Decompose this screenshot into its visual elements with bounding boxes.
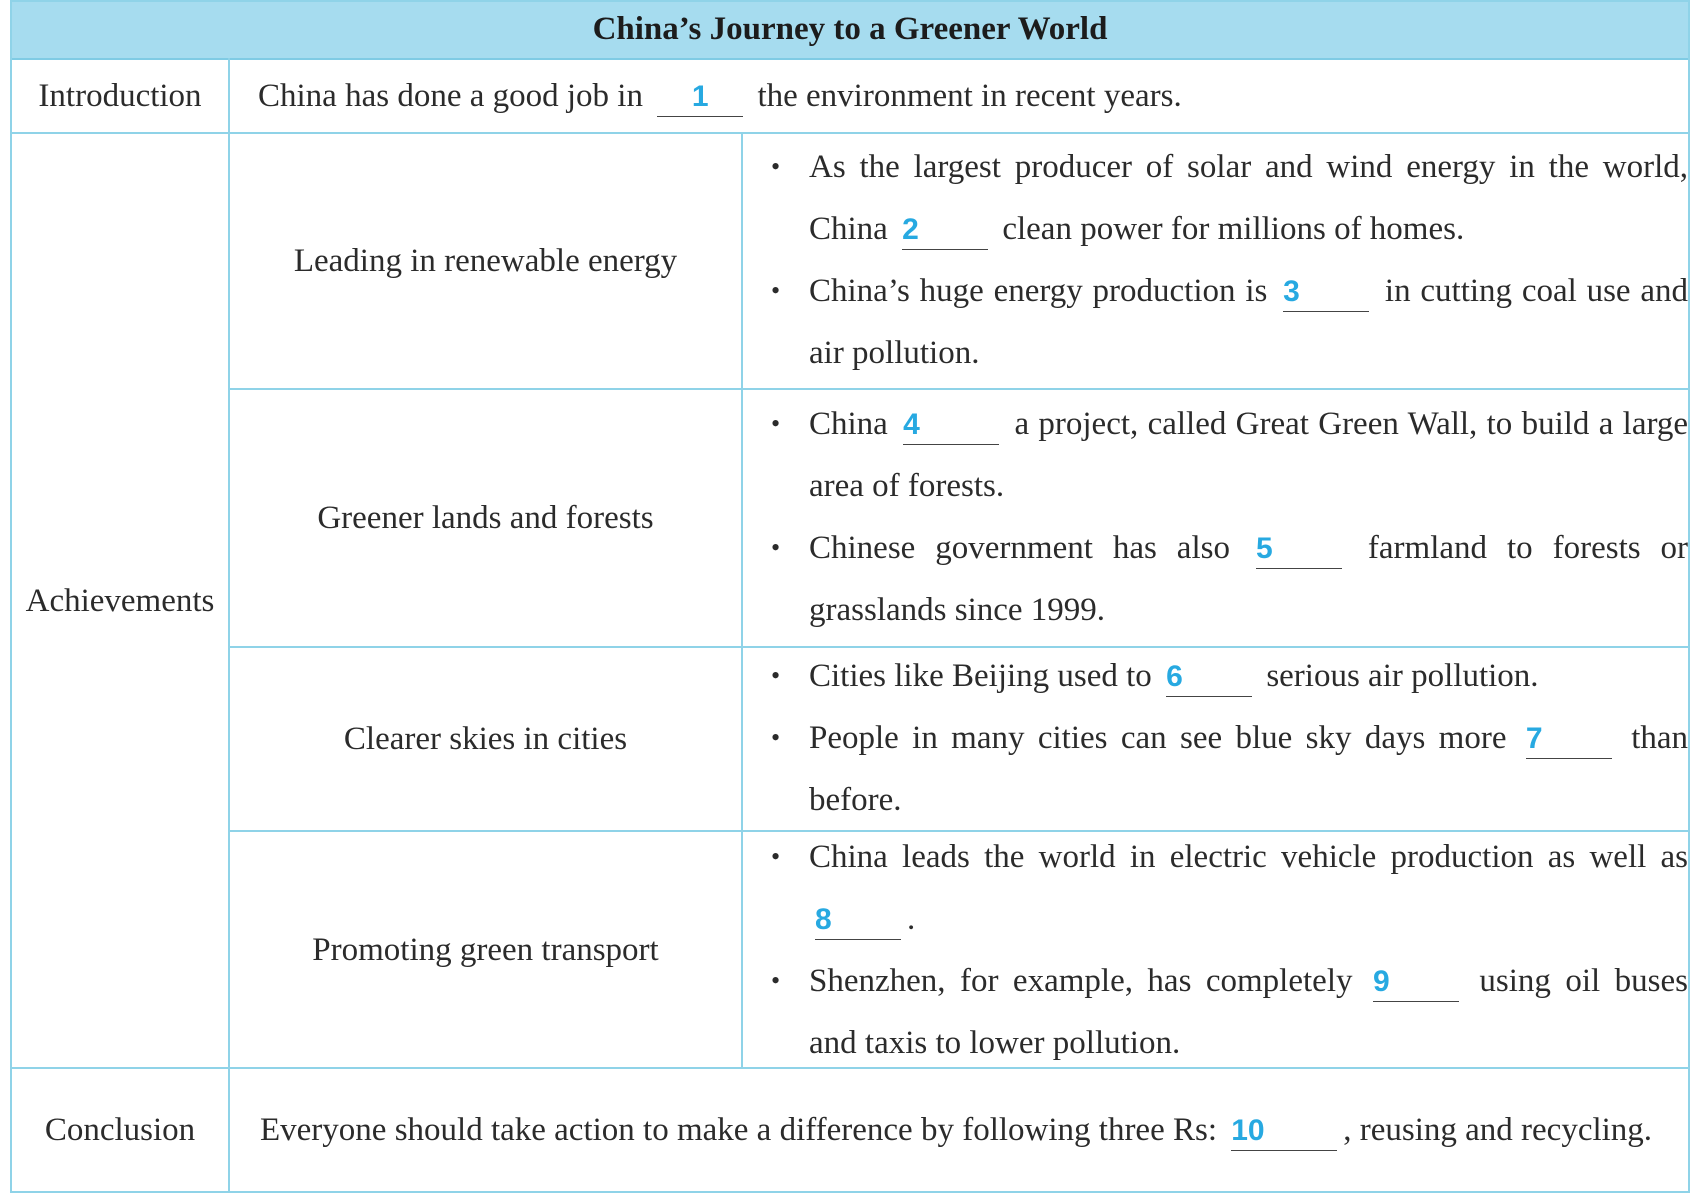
bullet-item bbox=[743, 645, 1688, 707]
bullet-item bbox=[743, 517, 1688, 641]
blank-8[interactable] bbox=[815, 900, 901, 940]
bullet-text-after: . bbox=[907, 901, 916, 937]
conclusion-text-after: , reusing and recycling. bbox=[1343, 1112, 1653, 1148]
section-bullets-greener-lands bbox=[743, 393, 1688, 646]
row-label-achievements bbox=[12, 134, 228, 1067]
outer-border-top bbox=[10, 0, 1690, 2]
bullet-text-before: China’s huge energy production is bbox=[809, 273, 1268, 309]
section-bullets-green-transport bbox=[743, 826, 1688, 1067]
row-label-conclusion bbox=[12, 1069, 228, 1191]
bullet-text-before: China bbox=[809, 406, 888, 442]
conclusion-sentence bbox=[260, 1099, 1652, 1161]
blank-number: 1 bbox=[691, 80, 709, 113]
section-heading-text: Greener lands and forests bbox=[317, 500, 654, 536]
section-heading-renewable-energy bbox=[230, 134, 741, 388]
section-heading-text: Leading in renewable energy bbox=[293, 243, 678, 279]
blank-number: 8 bbox=[815, 903, 832, 936]
introduction-sentence bbox=[258, 65, 1182, 127]
bullet-text-before: Shenzhen, for example, has completely bbox=[809, 963, 1353, 999]
blank-6[interactable] bbox=[1166, 657, 1252, 697]
section-heading-text: Promoting green transport bbox=[312, 931, 659, 968]
bullet-item bbox=[743, 826, 1688, 950]
bullet-text-after: a project, called Great Green Wall, to build a large area of forests. bbox=[809, 406, 1689, 504]
blank-1[interactable] bbox=[657, 77, 743, 117]
bullet-item bbox=[743, 950, 1688, 1074]
bullet-item bbox=[743, 393, 1688, 517]
bullet-text-before: Cities like Beijing used to bbox=[809, 658, 1152, 694]
blank-number: 3 bbox=[1283, 275, 1300, 308]
introduction-label: Introduction bbox=[38, 78, 202, 114]
bullet-text-after: in cutting coal use and air pollution. bbox=[809, 273, 1689, 371]
worksheet-table bbox=[10, 0, 1690, 1193]
blank-3[interactable] bbox=[1283, 272, 1369, 312]
section-heading-clearer-skies bbox=[230, 648, 741, 830]
section-heading-green-transport bbox=[230, 832, 741, 1067]
blank-number: 10 bbox=[1231, 1114, 1265, 1147]
blank-number: 7 bbox=[1525, 722, 1543, 755]
bullet-text-before: People in many cities can see blue sky days more bbox=[809, 720, 1507, 756]
bullet-item bbox=[743, 260, 1688, 384]
outer-border-right bbox=[1688, 0, 1690, 1193]
section-heading-text: Clearer skies in cities bbox=[343, 721, 628, 757]
table-title: China’s Journey to a Greener World bbox=[10, 0, 1690, 60]
blank-7[interactable] bbox=[1526, 719, 1612, 759]
blank-number: 2 bbox=[902, 213, 919, 246]
blank-9[interactable] bbox=[1373, 962, 1459, 1002]
introduction-content bbox=[230, 60, 1688, 132]
bullet-text-after: using oil buses and taxis to lower pollution. bbox=[809, 963, 1689, 1061]
introduction-text-after: the environment in recent years. bbox=[757, 78, 1182, 114]
blank-2[interactable] bbox=[902, 210, 988, 250]
blank-number: 6 bbox=[1166, 660, 1183, 693]
section-bullets-renewable-energy bbox=[743, 136, 1688, 388]
section-bullets-clearer-skies bbox=[743, 645, 1688, 830]
bullet-text-after: serious air pollution. bbox=[1266, 658, 1539, 694]
blank-5[interactable] bbox=[1256, 529, 1342, 569]
section-heading-greener-lands bbox=[230, 390, 741, 646]
outer-border-bottom bbox=[10, 1191, 1690, 1193]
bullet-text-before: As the largest producer of solar and wind energy in the world, China bbox=[809, 149, 1688, 247]
bullet-text-after: than before. bbox=[809, 720, 1689, 818]
bullet-item bbox=[743, 707, 1688, 831]
conclusion-text-before: Everyone should take action to make a difference by following three Rs: bbox=[260, 1112, 1217, 1148]
bullet-text-after: farmland to forests or grasslands since 1999. bbox=[809, 530, 1689, 628]
introduction-text-before: China has done a good job in bbox=[258, 78, 643, 114]
bullet-text-before: China leads the world in electric vehicle production as well as bbox=[809, 839, 1688, 875]
blank-number: 4 bbox=[903, 408, 920, 441]
conclusion-content bbox=[230, 1069, 1688, 1191]
conclusion-label: Conclusion bbox=[44, 1112, 196, 1148]
achievements-label: Achievements bbox=[25, 582, 215, 619]
blank-10[interactable] bbox=[1231, 1111, 1337, 1151]
bullet-text-before: Chinese government has also bbox=[809, 530, 1230, 566]
row-label-introduction bbox=[12, 60, 228, 132]
blank-4[interactable] bbox=[903, 405, 999, 445]
bullet-text-after: clean power for millions of homes. bbox=[1002, 211, 1465, 247]
bullet-item bbox=[743, 136, 1688, 260]
blank-number: 5 bbox=[1255, 532, 1273, 565]
blank-number: 9 bbox=[1372, 965, 1390, 998]
